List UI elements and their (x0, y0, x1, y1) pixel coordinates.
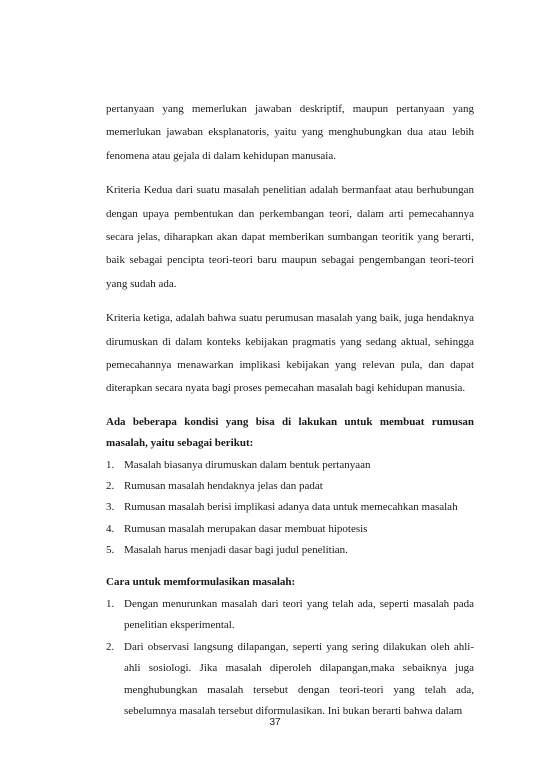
formulation-list (106, 594, 474, 723)
list-text: Rumusan masalah berisi implikasi adanya data untuk memecahkan masalah (124, 501, 458, 514)
list-number: 2. (106, 480, 115, 493)
list-text: Rumusan masalah merupakan dasar membuat hipotesis (124, 522, 368, 535)
list-item (106, 540, 474, 561)
list-number: 1. (106, 458, 115, 471)
list-item (106, 455, 474, 476)
paragraph-2: Kriteria Kedua dari suatu masalah penelitian adalah bermanfaat atau berhubungan dengan upaya pembentukan dan perkembangan teori, dalam arti pemecahannya secara jelas, diharapkan akan dapat memberikan sumbangan teoritik yang berarti, baik sebagai pencipta teori-teori baru maupun sebagai pengembangan teori-teori yang sudah ada. (106, 184, 474, 290)
paragraph-3: Kriteria ketiga, adalah bahwa suatu perumusan masalah yang baik, juga hendaknya dirumuskan di dalam konteks kebijakan pragmatis yang sedang aktual, sehingga pemecahannya menawarkan implikasi kebijakan yang relevan pula, dan dapat diterapkan secara nyata bagi proses pemecahan masalah bagi kehidupan manusia. (106, 312, 474, 395)
section-heading-conditions: Ada beberapa kondisi yang bisa di lakukan untuk membuat rumusan masalah, yaitu sebagai berikut: (106, 415, 474, 450)
list-item (106, 637, 474, 723)
list-number: 3. (106, 501, 115, 514)
list-text: Masalah biasanya dirumuskan dalam bentuk pertanyaan (124, 458, 371, 471)
page-content (106, 98, 474, 723)
list-text: Masalah harus menjadi dasar bagi judul penelitian. (124, 544, 348, 557)
list-text: Dengan menurunkan masalah dari teori yang telah ada, seperti masalah pada penelitian eksperimental. (124, 597, 474, 632)
conditions-list (106, 455, 474, 561)
list-number: 1. (106, 597, 115, 610)
list-text: Rumusan masalah hendaknya jelas dan padat (124, 480, 323, 493)
list-number: 2. (106, 640, 115, 653)
list-item (106, 497, 474, 518)
page-number: 37 (269, 717, 281, 728)
list-item (106, 594, 474, 637)
list-number: 4. (106, 522, 115, 535)
list-item (106, 476, 474, 497)
list-item (106, 519, 474, 540)
paragraph-1: pertanyaan yang memerlukan jawaban deskriptif, maupun pertanyaan yang memerlukan jawaban eksplanatoris, yaitu yang menghubungkan dua atau lebih fenomena atau gejala di dalam kehidupan manusaia. (106, 103, 474, 162)
section-heading-formulation: Cara untuk memformulasikan masalah: (106, 576, 296, 589)
list-number: 5. (106, 544, 115, 557)
list-text: Dari observasi langsung dilapangan, seperti yang sering dilakukan oleh ahli-ahli sosiologi. Jika masalah diperoleh dilapangan,maka sebaiknya juga menghubungkan masalah tersebut dengan teori-teori yang telah ada, sebelumnya masalah tersebut diformulasikan. Ini bukan berarti bahwa dalam (124, 640, 474, 718)
